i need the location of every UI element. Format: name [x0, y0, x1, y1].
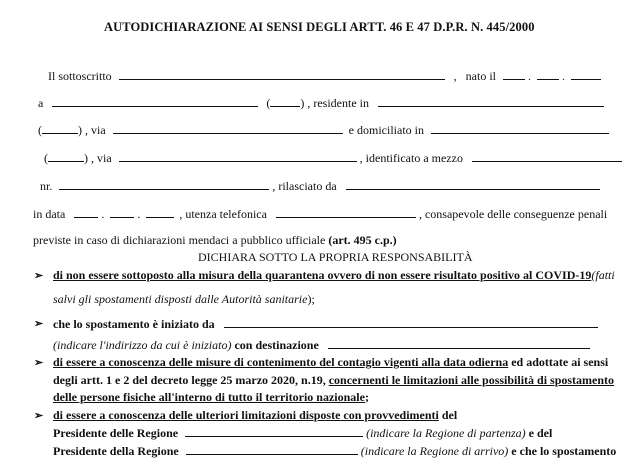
containment-measures-tail: ed adottate ai sensi — [511, 355, 609, 369]
departure-region-tail: e del — [528, 426, 553, 440]
birthplace-field[interactable] — [52, 95, 258, 107]
regional-limitations-row — [53, 408, 457, 422]
regional-limitations-tail: del — [441, 408, 458, 422]
birth-month-field[interactable] — [537, 68, 559, 80]
phone-label: , utenza telefonica — [179, 207, 267, 221]
domicile-label: e domiciliato in — [348, 123, 424, 137]
quarantine-exception-text: salvi gli spostamenti disposti dalle Autorità sanitarie — [53, 292, 308, 306]
street-label: , via — [85, 123, 106, 137]
containment-measures-line3 — [53, 390, 369, 404]
phone-field[interactable] — [276, 206, 416, 218]
birth-province-field[interactable] — [270, 95, 300, 107]
date-phone-row: in data . . , utenza telefonica , consapevole delle conseguenze penali — [33, 207, 608, 221]
domicile-field[interactable] — [431, 122, 609, 134]
birthplace-label: a — [38, 96, 44, 110]
quarantine-text: di non essere sottoposto alla misura della quarantena ovvero di non essere risultato positivo al COVID-19 — [53, 268, 592, 282]
containment-measures-line1 — [53, 355, 608, 369]
street-label-2: , via — [91, 151, 112, 165]
id-document-field[interactable] — [472, 150, 622, 162]
departure-region-hint: (indicare la Regione di partenza) — [366, 426, 526, 440]
arrival-president-label: Presidente della Regione — [53, 444, 179, 458]
trip-origin-field[interactable] — [224, 316, 598, 328]
arrival-region-tail: e che lo spostamento — [511, 444, 617, 458]
issued-by-field[interactable] — [346, 178, 600, 190]
arrow-bullet-icon: ➢ — [34, 410, 44, 422]
arrow-bullet-icon: ➢ — [34, 318, 44, 330]
issue-year-field[interactable] — [146, 206, 174, 218]
arrival-region-hint: (indicare la Regione di arrivo) — [360, 444, 509, 458]
page-title: AUTODICHIARAZIONE AI SENSI DEGLI ARTT. 46 E 47 D.P.R. N. 445/2000 — [104, 20, 535, 34]
containment-measures-line2 — [53, 373, 614, 387]
birth-day-field[interactable] — [503, 68, 525, 80]
trip-destination-label: con destinazione — [234, 338, 319, 352]
quarantine-declaration — [53, 268, 615, 282]
departure-region-field[interactable] — [185, 425, 363, 437]
number-label: nr. — [40, 179, 53, 193]
domicile-street-row: ( ) , via , identificato a mezzo — [44, 150, 622, 165]
decree-reference: degli artt. 1 e 2 del decreto legge 25 marzo 2020, n.19, — [53, 373, 326, 387]
trip-destination-field[interactable] — [328, 337, 590, 349]
arrival-region-row — [53, 443, 616, 458]
national-territory-text: delle persone fisiche all'interno di tutto il territorio nazionale — [53, 390, 365, 404]
departure-region-row — [53, 425, 552, 440]
issue-month-field[interactable] — [110, 206, 134, 218]
quarantine-exception-row — [53, 292, 315, 306]
containment-measures-text: di essere a conoscenza delle misure di contenimento del contagio vigenti alla data odierna — [53, 355, 509, 369]
trip-origin-label: che lo spostamento è iniziato da — [53, 317, 215, 331]
arrow-bullet-icon: ➢ — [34, 270, 44, 282]
undersigned-label: Il sottoscritto — [48, 69, 112, 83]
aware-label: , consapevole delle conseguenze penali — [418, 207, 608, 221]
trip-destination-row — [53, 337, 590, 352]
document-number-field[interactable] — [59, 178, 269, 190]
declaration-heading: DICHIARA SOTTO LA PROPRIA RESPONSABILITÀ — [198, 250, 473, 264]
arrow-bullet-icon: ➢ — [34, 357, 44, 369]
domicile-province-field[interactable] — [48, 150, 84, 162]
issued-by-label: , rilasciato da — [272, 179, 337, 193]
trip-origin-row — [53, 316, 598, 331]
regional-limitations-text: di essere a conoscenza delle ulteriori limitazioni disposte con provvedimenti — [53, 408, 439, 422]
born-on-label: nato il — [465, 69, 496, 83]
residence-province-field[interactable] — [42, 122, 78, 134]
issue-day-field[interactable] — [74, 206, 98, 218]
identified-label: , identificato a mezzo — [359, 151, 463, 165]
name-field[interactable] — [119, 68, 445, 80]
residence-street-field[interactable] — [113, 122, 343, 134]
residence-city-field[interactable] — [378, 95, 604, 107]
penalties-text: previste in caso di dichiarazioni mendaci a pubblico ufficiale — [33, 233, 326, 247]
travel-limitations-text: concernenti le limitazioni alle possibilità di spostamento — [328, 373, 615, 387]
quarantine-exception-open: (fatti — [591, 268, 615, 282]
resident-label: , residente in — [307, 96, 369, 110]
birth-year-field[interactable] — [571, 68, 601, 80]
undersigned-row: Il sottoscritto , nato il . . — [48, 68, 601, 83]
document-number-row — [40, 178, 600, 193]
domicile-street-field[interactable] — [119, 150, 357, 162]
arrival-region-field[interactable] — [186, 443, 358, 455]
residence-street-row: ( ) , via e domiciliato in — [38, 122, 609, 137]
departure-president-label: Presidente delle Regione — [53, 426, 179, 440]
trip-origin-hint: (indicare l'indirizzo da cui è iniziato) — [53, 338, 232, 352]
birthplace-row: a ( ) , residente in — [38, 95, 604, 110]
date-label: in data — [33, 207, 66, 221]
penalties-row — [33, 233, 397, 247]
article-reference: (art. 495 c.p.) — [328, 233, 397, 247]
line-end-semicolon: ; — [364, 390, 369, 404]
quarantine-exception-close: ); — [307, 292, 315, 306]
